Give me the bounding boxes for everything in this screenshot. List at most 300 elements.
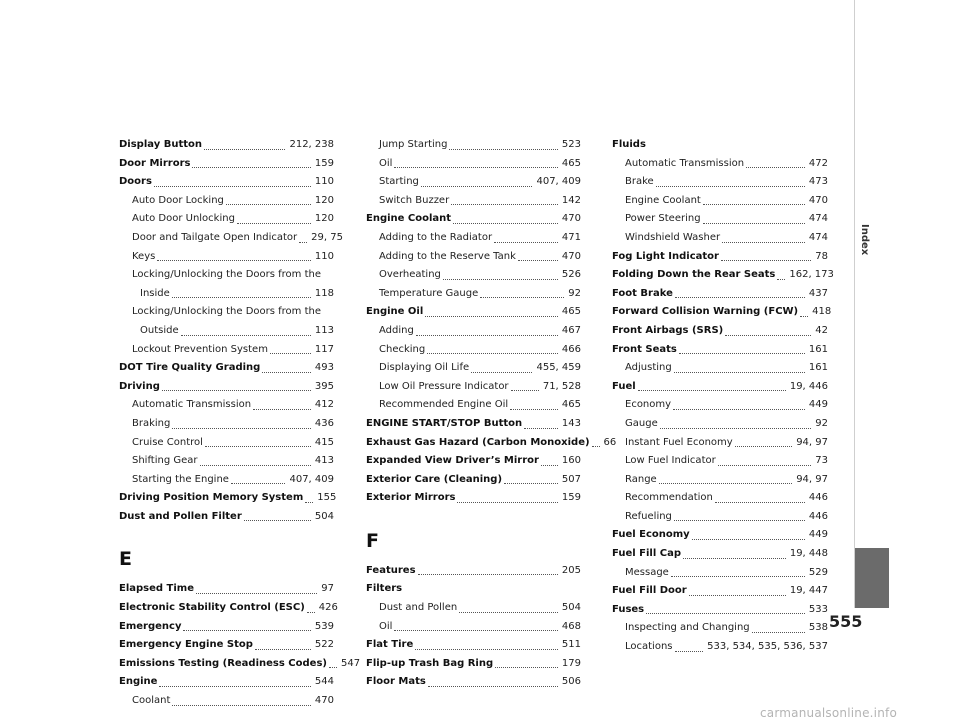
dot-leader: [541, 464, 558, 466]
side-tab-label: Index: [859, 224, 870, 256]
entry-label: Fog Light Indicator: [612, 250, 719, 262]
index-subentry: [612, 638, 828, 657]
entry-pages: 468: [561, 620, 581, 632]
dot-leader: [205, 445, 311, 447]
index-subentry: [119, 341, 334, 360]
dot-leader: [159, 685, 310, 687]
dot-leader: [449, 148, 557, 150]
entry-label: Overheating: [379, 269, 441, 281]
dot-leader: [646, 612, 805, 614]
dot-leader: [299, 241, 307, 243]
entry-pages: 455, 459: [536, 362, 581, 374]
entry-label: Jump Starting: [379, 139, 448, 150]
index-subentry: [612, 471, 828, 490]
dot-leader: [674, 371, 805, 373]
entry-pages: 470: [561, 213, 581, 225]
entry-label: Braking: [132, 417, 171, 429]
dot-leader: [457, 501, 557, 503]
index-subentry: [612, 489, 828, 508]
index-entry: [612, 322, 828, 341]
entry-pages: 539: [314, 620, 334, 632]
index-entry: [366, 673, 581, 692]
index-entry: [119, 359, 334, 378]
index-entry: [119, 173, 334, 192]
index-entry: [612, 601, 828, 620]
section-side-tab[interactable]: [854, 0, 888, 608]
index-subentry: [366, 248, 581, 267]
dot-leader: [200, 464, 311, 466]
index-subentry: [119, 266, 334, 285]
entry-label: Inside: [140, 287, 170, 299]
entry-pages: 474: [808, 213, 828, 225]
entry-label: Recommended Engine Oil: [379, 399, 509, 411]
entry-pages: 160: [561, 455, 581, 467]
entry-pages: 110: [314, 250, 334, 262]
entry-pages: 523: [561, 139, 581, 150]
side-tab-marker: [855, 548, 889, 608]
entry-pages: 533, 534, 535, 536, 537: [707, 641, 828, 653]
dot-leader: [453, 222, 558, 224]
dot-leader: [172, 427, 311, 429]
dot-leader: [495, 666, 558, 668]
entry-label: Power Steering: [625, 213, 701, 225]
dot-leader: [154, 185, 311, 187]
index-subentry: [119, 471, 334, 490]
entry-pages: 97: [321, 583, 334, 595]
entry-label: Door Mirrors: [119, 157, 191, 169]
entry-pages: 19, 447: [789, 585, 828, 597]
entry-pages: 446: [808, 510, 828, 522]
entry-pages: 547: [340, 657, 361, 669]
entry-label: Automatic Transmission: [625, 157, 745, 169]
entry-label: Windshield Washer: [625, 231, 721, 243]
index-subentry: [612, 229, 828, 248]
entry-label: Starting the Engine: [132, 473, 229, 485]
dot-leader: [721, 259, 811, 261]
entry-label: Economy: [625, 399, 672, 411]
dot-leader: [746, 166, 805, 168]
entry-label: Locking/Unlocking the Doors from the: [132, 269, 322, 281]
entry-pages: 143: [561, 417, 581, 429]
dot-leader: [329, 666, 337, 668]
watermark: carmanualsonline.info: [760, 706, 897, 720]
dot-leader: [660, 427, 812, 429]
entry-label: Outside: [140, 324, 179, 336]
dot-leader: [253, 408, 311, 410]
entry-label: Forward Collision Warning (FCW): [612, 306, 799, 318]
entry-label: Elapsed Time: [119, 583, 194, 595]
entry-pages: 449: [808, 399, 828, 411]
entry-label: Folding Down the Rear Seats: [612, 269, 776, 281]
entry-label: Coolant: [132, 695, 171, 707]
entry-pages: 504: [314, 510, 334, 522]
entry-label: Automatic Transmission: [132, 399, 252, 411]
entry-label: Low Oil Pressure Indicator: [379, 380, 509, 392]
dot-leader: [524, 427, 558, 429]
dot-leader: [675, 650, 704, 652]
index-subentry: [119, 192, 334, 211]
index-column-2: [366, 136, 617, 692]
entry-pages: 507: [561, 473, 581, 485]
dot-leader: [511, 389, 539, 391]
entry-pages: 159: [561, 492, 581, 504]
index-subentry: [119, 434, 334, 453]
dot-leader: [204, 148, 285, 150]
index-entry: [119, 618, 334, 637]
entry-label: Emergency Engine Stop: [119, 639, 253, 651]
index-subentry: [612, 415, 828, 434]
entry-pages: 506: [561, 676, 581, 688]
entry-pages: 426: [318, 602, 338, 614]
index-entry: [366, 452, 581, 471]
page-number: 555: [829, 612, 863, 631]
index-entry: [612, 266, 834, 285]
entry-label: Lockout Prevention System: [132, 343, 268, 355]
dot-leader: [162, 389, 311, 391]
entry-label: Checking: [379, 343, 426, 355]
entry-pages: 473: [808, 176, 828, 188]
dot-leader: [494, 241, 558, 243]
entry-label: DOT Tire Quality Grading: [119, 362, 261, 374]
entry-label: Range: [625, 473, 657, 485]
dot-leader: [262, 371, 311, 373]
entry-label: Filters: [366, 583, 403, 595]
index-subentry: [366, 229, 581, 248]
entry-label: Engine: [119, 676, 158, 688]
index-subentry: [366, 155, 581, 174]
index-subentry: [612, 508, 828, 527]
entry-label: Brake: [625, 176, 654, 188]
entry-label: Adding to the Radiator: [379, 231, 493, 243]
index-entry: [366, 655, 581, 674]
entry-pages: 162, 173: [789, 269, 834, 281]
index-subentry: [366, 285, 581, 304]
entry-pages: 436: [314, 417, 334, 429]
dot-leader: [592, 445, 600, 447]
entry-pages: 42: [815, 324, 828, 336]
dot-leader: [305, 501, 313, 503]
index-subentry: [119, 692, 334, 711]
index-column-3: [612, 136, 834, 657]
dot-leader: [415, 648, 558, 650]
dot-leader: [715, 501, 805, 503]
entry-label: Features: [366, 564, 416, 576]
index-column-1: [119, 136, 361, 711]
entry-label: Flat Tire: [366, 639, 414, 651]
dot-leader: [725, 334, 811, 336]
index-entry: [366, 415, 581, 434]
dot-leader: [443, 278, 558, 280]
dot-leader: [196, 592, 317, 594]
entry-pages: 407, 409: [289, 473, 334, 485]
index-entry: [612, 136, 828, 155]
dot-leader: [718, 464, 812, 466]
dot-leader: [689, 594, 786, 596]
index-entry: [119, 489, 337, 508]
dot-leader: [394, 629, 557, 631]
index-subentry: [119, 285, 334, 304]
index-entry: [612, 303, 832, 322]
index-subentry: [119, 248, 334, 267]
entry-pages: 142: [561, 194, 581, 206]
index-subentry: [366, 136, 581, 155]
dot-leader: [459, 611, 558, 613]
dot-leader: [394, 166, 557, 168]
entry-pages: 66: [603, 436, 617, 448]
entry-pages: 118: [314, 287, 334, 299]
dot-leader: [181, 334, 311, 336]
index-entry: [119, 655, 361, 674]
entry-pages: 415: [314, 436, 334, 448]
index-subentry: [612, 564, 828, 583]
entry-label: Oil: [379, 620, 393, 632]
index-entry: [612, 378, 828, 397]
entry-label: Displaying Oil Life: [379, 362, 470, 374]
index-subentry: [612, 452, 828, 471]
dot-leader: [659, 482, 792, 484]
index-entry: [119, 155, 334, 174]
index-entry: [612, 545, 828, 564]
index-entry: [119, 673, 334, 692]
dot-leader: [683, 557, 786, 559]
dot-leader: [656, 185, 805, 187]
index-subentry: [366, 322, 581, 341]
entry-pages: 526: [561, 269, 581, 281]
entry-pages: 538: [808, 622, 828, 634]
entry-pages: 71, 528: [542, 380, 581, 392]
dot-leader: [800, 315, 808, 317]
dot-leader: [183, 629, 310, 631]
entry-pages: 465: [561, 399, 581, 411]
entry-pages: 465: [561, 157, 581, 169]
dot-leader: [692, 538, 805, 540]
entry-label: Temperature Gauge: [379, 287, 479, 299]
entry-label: Cruise Control: [132, 436, 203, 448]
entry-label: Refueling: [625, 510, 672, 522]
index-entry: [119, 378, 334, 397]
entry-pages: 92: [568, 287, 581, 299]
entry-label: Emissions Testing (Readiness Codes): [119, 657, 327, 669]
dot-leader: [518, 259, 558, 261]
dot-leader: [504, 482, 558, 484]
dot-leader: [671, 575, 805, 577]
dot-leader: [270, 352, 311, 354]
dot-leader: [416, 334, 558, 336]
dot-leader: [703, 203, 805, 205]
entry-label: ENGINE START/STOP Button: [366, 417, 523, 429]
entry-pages: 19, 446: [789, 380, 828, 392]
entry-pages: 212, 238: [289, 139, 334, 150]
entry-pages: 92: [815, 417, 828, 429]
entry-pages: 470: [314, 695, 334, 707]
index-subentry: [612, 192, 828, 211]
index-subentry: [119, 229, 343, 248]
index-entry: [119, 580, 334, 599]
entry-pages: 471: [561, 231, 581, 243]
entry-label: Fluids: [612, 139, 646, 150]
dot-leader: [428, 685, 558, 687]
index-entry: [366, 303, 581, 322]
entry-label: Doors: [119, 176, 152, 188]
index-subentry: [119, 415, 334, 434]
entry-label: Gauge: [625, 417, 658, 429]
entry-label: Fuel Fill Door: [612, 585, 687, 597]
entry-pages: 493: [314, 362, 334, 374]
dot-leader: [226, 203, 311, 205]
entry-label: Locations: [625, 641, 673, 653]
entry-label: Fuel Fill Cap: [612, 548, 681, 560]
entry-pages: 504: [561, 602, 581, 614]
entry-label: Exterior Care (Cleaning): [366, 473, 503, 485]
dot-leader: [752, 631, 805, 633]
index-entry: [612, 582, 828, 601]
entry-pages: 449: [808, 529, 828, 541]
entry-pages: 113: [314, 324, 334, 336]
entry-pages: 110: [314, 176, 334, 188]
index-subentry: [366, 359, 581, 378]
index-subentry: [612, 173, 828, 192]
dot-leader: [231, 482, 286, 484]
dot-leader: [237, 222, 311, 224]
entry-pages: 413: [314, 455, 334, 467]
entry-pages: 418: [812, 306, 832, 318]
entry-label: Front Airbags (SRS): [612, 324, 724, 336]
index-entry: [366, 580, 581, 599]
dot-leader: [480, 296, 564, 298]
index-subentry: [366, 599, 581, 618]
dot-leader: [510, 408, 558, 410]
entry-label: Expanded View Driver’s Mirror: [366, 455, 539, 467]
entry-pages: 407, 409: [536, 176, 581, 188]
entry-label: Exhaust Gas Hazard (Carbon Monoxide): [366, 436, 590, 448]
dot-leader: [674, 519, 805, 521]
index-entry: [612, 341, 828, 360]
entry-pages: 474: [808, 231, 828, 243]
entry-label: Low Fuel Indicator: [625, 455, 716, 467]
entry-pages: 159: [314, 157, 334, 169]
index-section-letter: E: [119, 548, 132, 571]
dot-leader: [157, 259, 311, 261]
dot-leader: [172, 296, 311, 298]
dot-leader: [172, 704, 311, 706]
entry-label: Fuel Economy: [612, 529, 690, 541]
entry-label: Inspecting and Changing: [625, 622, 750, 634]
index-subentry: [366, 378, 581, 397]
entry-pages: 533: [808, 603, 828, 615]
entry-label: Adjusting: [625, 362, 672, 374]
entry-pages: 529: [808, 566, 828, 578]
index-subentry: [119, 322, 334, 341]
entry-label: Engine Coolant: [625, 194, 701, 206]
entry-label: Switch Buzzer: [379, 194, 450, 206]
entry-label: Fuses: [612, 603, 645, 615]
entry-label: Display Button: [119, 139, 202, 150]
entry-pages: 465: [561, 306, 581, 318]
entry-pages: 94, 97: [796, 436, 828, 448]
entry-pages: 73: [815, 455, 828, 467]
entry-label: Dust and Pollen Filter: [119, 510, 242, 522]
index-subentry: [119, 303, 334, 322]
entry-label: Shifting Gear: [132, 455, 198, 467]
entry-pages: 437: [808, 287, 828, 299]
index-subentry: [366, 341, 581, 360]
entry-label: Engine Coolant: [366, 213, 452, 225]
entry-pages: 161: [808, 362, 828, 374]
entry-pages: 78: [815, 250, 828, 262]
entry-label: Fuel: [612, 380, 636, 392]
entry-label: Adding to the Reserve Tank: [379, 250, 516, 262]
dot-leader: [722, 241, 805, 243]
index-section-letter: F: [366, 529, 379, 552]
dot-leader: [638, 389, 786, 391]
index-entry: [366, 636, 581, 655]
entry-label: Electronic Stability Control (ESC): [119, 602, 305, 614]
dot-leader: [307, 611, 315, 613]
dot-leader: [735, 445, 793, 447]
entry-pages: 466: [561, 343, 581, 355]
entry-label: Locking/Unlocking the Doors from the: [132, 306, 322, 318]
entry-pages: 395: [314, 380, 334, 392]
index-subentry: [612, 396, 828, 415]
entry-label: Auto Door Unlocking: [132, 213, 235, 225]
dot-leader: [418, 573, 558, 575]
dot-leader: [679, 352, 805, 354]
dot-leader: [425, 315, 558, 317]
entry-pages: 120: [314, 213, 334, 225]
index-subentry: [366, 618, 581, 637]
index-subentry: [119, 396, 334, 415]
entry-pages: 120: [314, 194, 334, 206]
index-entry: [612, 285, 828, 304]
entry-label: Keys: [132, 250, 156, 262]
entry-pages: 205: [561, 564, 581, 576]
index-subentry: [612, 155, 828, 174]
entry-pages: 94, 97: [796, 473, 828, 485]
entry-label: Engine Oil: [366, 306, 424, 318]
index-subentry: [366, 192, 581, 211]
dot-leader: [673, 408, 805, 410]
entry-pages: 117: [314, 343, 334, 355]
entry-label: Recommendation: [625, 492, 713, 504]
index-entry: [612, 248, 828, 267]
index-subentry: [119, 452, 334, 471]
dot-leader: [777, 278, 785, 280]
index-entry: [612, 526, 828, 545]
entry-label: Driving: [119, 380, 160, 392]
entry-pages: 467: [561, 324, 581, 336]
dot-leader: [675, 296, 805, 298]
entry-label: Message: [625, 566, 669, 578]
index-subentry: [366, 396, 581, 415]
entry-label: Foot Brake: [612, 287, 673, 299]
entry-label: Oil: [379, 157, 393, 169]
entry-pages: 412: [314, 399, 334, 411]
index-subentry: [366, 266, 581, 285]
dot-leader: [427, 352, 558, 354]
index-entry: [119, 599, 338, 618]
dot-leader: [244, 519, 311, 521]
entry-label: Emergency: [119, 620, 182, 632]
entry-pages: 470: [808, 194, 828, 206]
dot-leader: [471, 371, 532, 373]
index-subentry: [612, 359, 828, 378]
index-subentry: [612, 434, 828, 453]
entry-label: Dust and Pollen: [379, 602, 458, 614]
entry-pages: 470: [561, 250, 581, 262]
dot-leader: [192, 166, 310, 168]
entry-label: Flip-up Trash Bag Ring: [366, 657, 494, 669]
index-entry: [366, 489, 581, 508]
